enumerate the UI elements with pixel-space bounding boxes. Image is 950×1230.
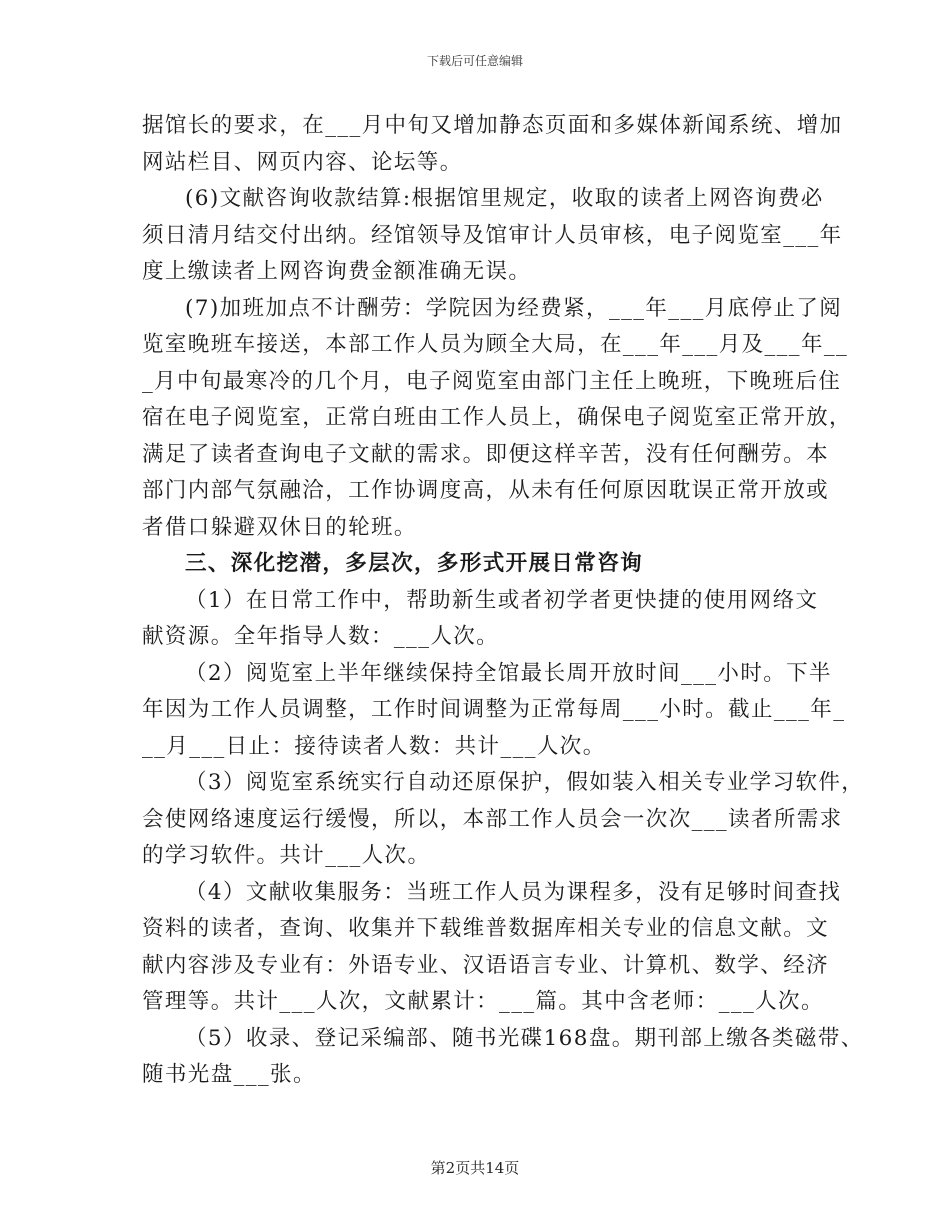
text-line: （1）在日常工作中，帮助新生或者初学者更快捷的使用网络文 <box>185 587 819 613</box>
page-header: 下载后可任意编辑 <box>426 54 523 68</box>
text-line: (7)加班加点不计酬劳：学院因为经费紧，___年___月底停止了阅 <box>185 295 843 321</box>
text-line: __月___日止：接待读者人数：共计___人次。 <box>142 733 606 759</box>
text-line: 览室晚班车接送，本部工作人员为顾全大局，在___年___月及___年__ <box>142 332 849 357</box>
text-line: 者借口躲避双休日的轮班。 <box>142 514 417 540</box>
text-line: 度上缴读者上网咨询费金额准确无误。 <box>142 259 532 284</box>
text-line: （3）阅览室系统实行自动还原保护，假如装入相关专业学习软件， <box>185 770 865 795</box>
text-line: （2）阅览室上半年继续保持全馆最长周开放时间___小时。下半 <box>185 660 832 686</box>
text-line: _月中旬最寒冷的几个月，电子阅览室由部门主任上晚班，下晚班后住 <box>142 368 842 394</box>
text-line: 满足了读者查询电子文献的需求。即便这样辛苦，没有任何酬劳。本 <box>142 441 830 467</box>
text-line: 宿在电子阅览室，正常白班由工作人员上，确保电子阅览室正常开放， <box>142 405 852 430</box>
text-line: 资料的读者，查询、收集并下载维普数据库相关专业的信息文献。文 <box>142 916 830 941</box>
document-body <box>142 108 865 1094</box>
text-line: 献内容涉及专业有：外语专业、汉语语言专业、计算机、数学、经济 <box>142 952 830 978</box>
text-line: 部门内部气氛融洽，工作协调度高，从未有任何原因耽误正常开放或 <box>142 478 830 503</box>
text-line: 年因为工作人员调整，工作时间调整为正常每周___小时。截止___年_ <box>142 697 846 722</box>
text-line: (6)文献咨询收款结算:根据馆里规定，收取的读者上网咨询费必 <box>185 186 824 211</box>
text-line: 的学习软件。共计___人次。 <box>142 843 431 868</box>
page-footer: 第2页共14页 <box>430 1159 520 1177</box>
text-line: 须日清月结交付出纳。经馆领导及馆审计人员审核，电子阅览室___年 <box>142 222 843 248</box>
text-line: 会使网络速度运行缓慢，所以，本部工作人员会一次次___读者所需求 <box>142 806 843 832</box>
text-line: 据馆长的要求，在___月中旬又增加静态页面和多媒体新闻系统、增加 <box>142 113 843 138</box>
text-line: 献资源。全年指导人数：___人次。 <box>142 624 500 649</box>
text-line: （4）文献收集服务：当班工作人员为课程多，没有足够时间查找 <box>185 879 842 905</box>
text-line: （5）收录、登记采编部、随书光碟168盘。期刊部上缴各类磁带、 <box>185 1025 864 1051</box>
text-line: 管理等。共计___人次，文献累计：___篇。其中含老师：___人次。 <box>142 989 824 1014</box>
section-heading: 三、深化挖潜，多层次，多形式开展日常咨询 <box>185 551 644 576</box>
text-line: 网站栏目、网页内容、论坛等。 <box>142 149 463 175</box>
text-line: 随书光盘___张。 <box>142 1062 316 1087</box>
